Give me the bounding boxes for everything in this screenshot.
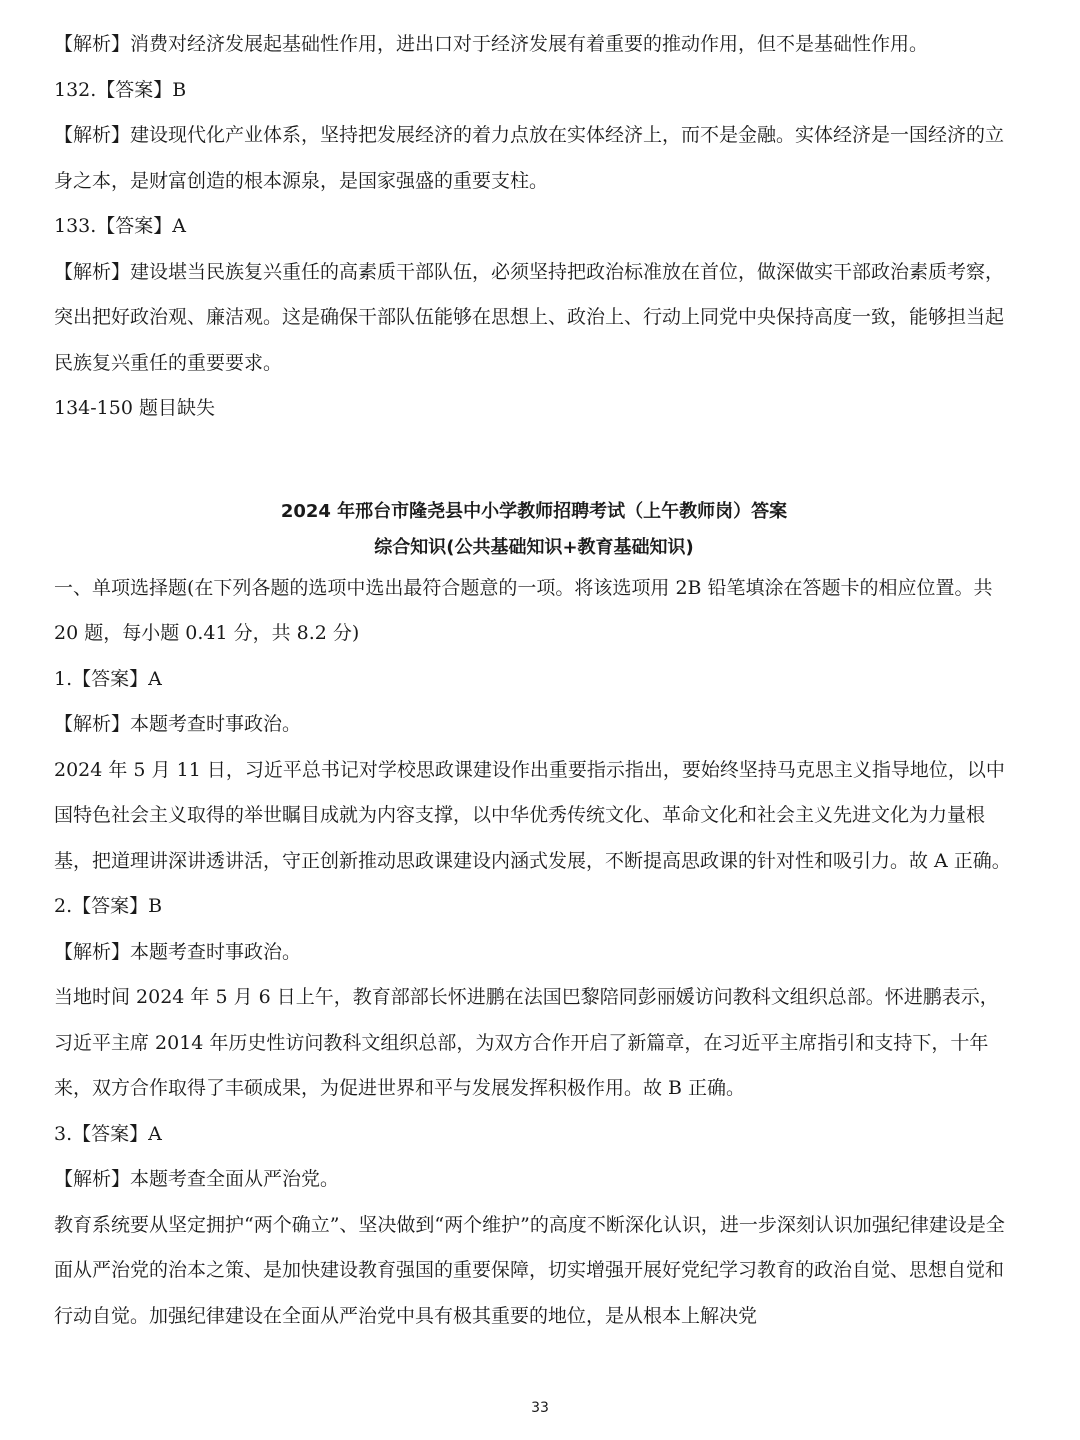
q132-answer: 132.【答案】B (54, 78, 187, 101)
q133-answer: 133.【答案】A (54, 215, 187, 237)
q1-analysis-head: 【解析】本题考查时事政治。 (54, 713, 302, 735)
q2-answer: 2.【答案】B (54, 895, 163, 917)
q3-analysis-body: 教育系统要从坚定拥护“两个确立”、坚决做到“两个维护”的高度不断深化认识，进一步深刻认识加强纪律建设是全面从严治党的治本之策、是加快建设教育强国的重要保障，切实增强开展好党纪学习教育的政治自觉、思想自觉和行动自觉。加强纪律建设在全面从严治党中具有极其重要的地位，是从根本上解决党 (54, 1213, 1005, 1327)
exam-title: 2024 年邢台市隆尧县中小学教师招聘考试（上午教师岗）答案 (280, 500, 788, 522)
q2-analysis-head: 【解析】本题考查时事政治。 (54, 940, 302, 963)
page-number: 33 (531, 1400, 549, 1416)
q3-answer: 3.【答案】A (54, 1122, 162, 1145)
q132-analysis: 【解析】建设现代化产业体系，坚持把发展经济的着力点放在实体经济上，而不是金融。实体经济是一国经济的立身之本，是财富创造的根本源泉，是国家强盛的重要支柱。 (54, 124, 1005, 192)
q133-analysis: 【解析】建设堪当民族复兴重任的高素质干部队伍，必须坚持把政治标准放在首位，做深做实干部政治素质考察，突出把好政治观、廉洁观。这是确保干部队伍能够在思想上、政治上、行动上同党中央保持高度一致，能够担当起民族复兴重任的重要要求。 (54, 260, 1005, 374)
missing-questions-note: 134-150 题目缺失 (54, 397, 215, 419)
document-page (54, 22, 1014, 1339)
section-gap (54, 432, 1014, 476)
q1-answer: 1.【答案】A (54, 667, 162, 690)
exam-subtitle: 综合知识(公共基础知识+教育基础知识) (374, 536, 694, 558)
q3-analysis-head: 【解析】本题考查全面从严治党。 (54, 1168, 340, 1190)
q1-analysis-body: 2024 年 5 月 11 日，习近平总书记对学校思政课建设作出重要指示指出，要始终坚持马克思主义指导地位，以中国特色社会主义取得的举世瞩目成就为内容支撑，以中华优秀传统文化、革命文化和社会主义先进文化为力量根基，把道理讲深讲透讲活，守正创新推动思政课建设内涵式发展，不断提高思政课的针对性和吸引力。故 A 正确。 (54, 758, 1011, 872)
q131-analysis: 【解析】消费对经济发展起基础性作用，进出口对于经济发展有着重要的推动作用，但不是基础性作用。 (54, 33, 929, 55)
q2-analysis-body: 当地时间 2024 年 5 月 6 日上午，教育部部长怀进鹏在法国巴黎陪同彭丽媛访问教科文组织总部。怀进鹏表示，习近平主席 2014 年历史性访问教科文组织总部，为双方合作开启了新篇章，在习近平主席指引和支持下，十年来，双方合作取得了丰硕成果，为促进世界和平与发展发挥积极作用。故 B 正确。 (54, 986, 999, 1099)
section-instructions: 一、单项选择题(在下列各题的选项中选出最符合题意的一项。将该选项用 2B 铅笔填涂在答题卡的相应位置。共 20 题，每小题 0.41 分，共 8.2 分) (54, 576, 993, 644)
